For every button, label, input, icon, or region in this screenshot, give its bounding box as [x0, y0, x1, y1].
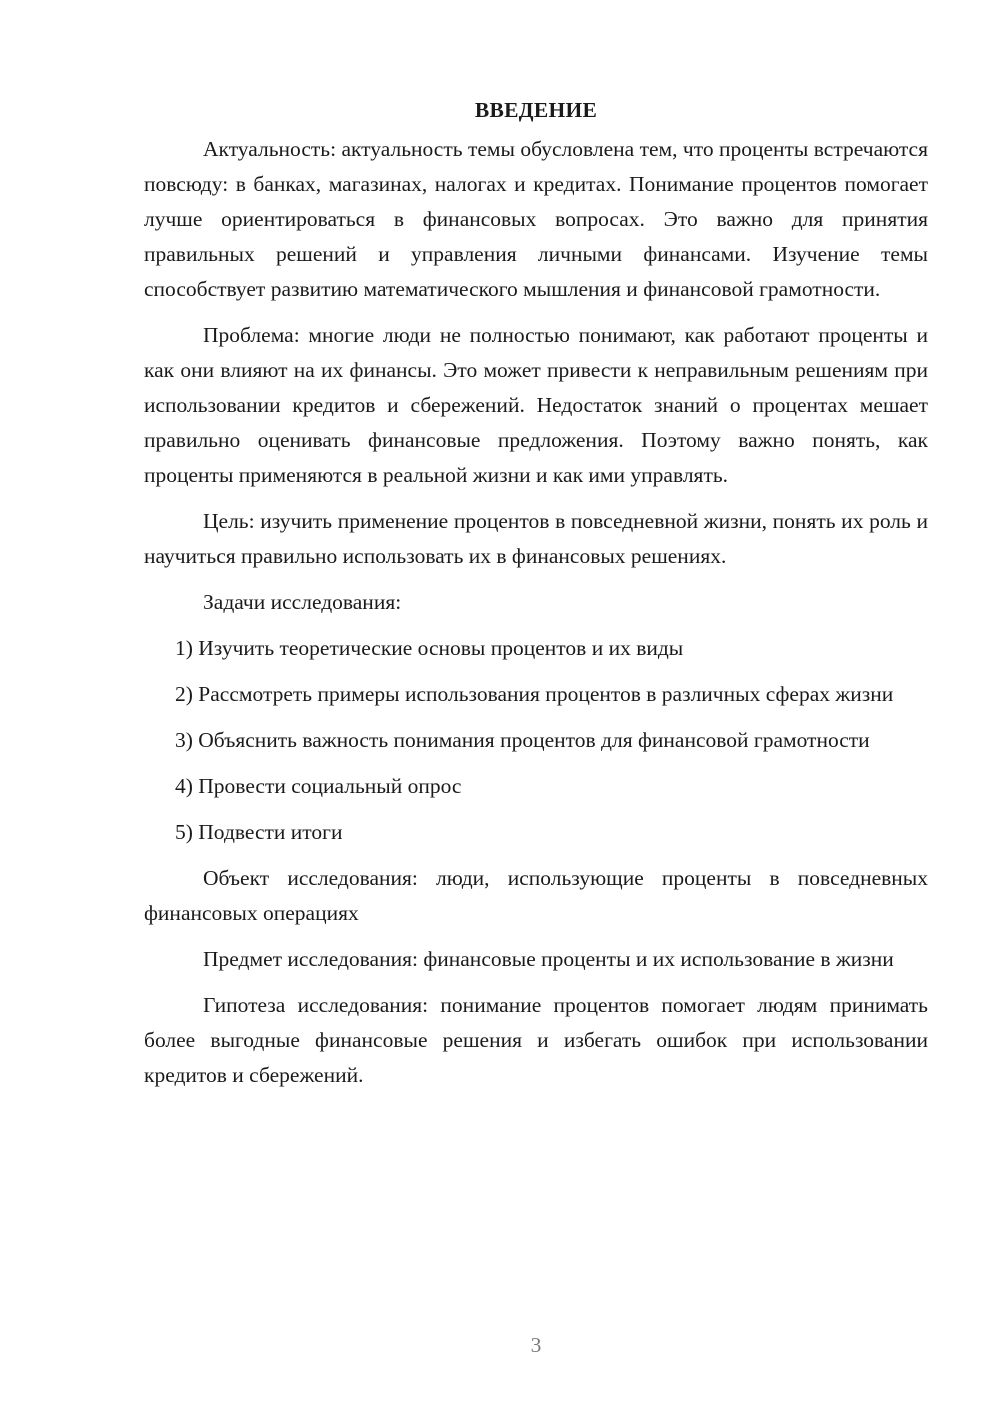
section-heading: ВВЕДЕНИЕ: [474, 98, 598, 122]
relevance-paragraph: Актуальность: актуальность темы обусловлена тем, что проценты встречаются повсюду: в банках, магазинах, налогах и кредитах. Понимание процентов помогает лучше ориентироваться в финансовых вопросах. Это важно для принятия правильных решений и управления личными финансами. Изучение темы способствует развитию математического мышления и финансовой грамотности.: [144, 137, 928, 301]
goal-paragraph: Цель: изучить применение процентов в повседневной жизни, понять их роль и научиться правильно использовать их в финансовых решениях.: [144, 509, 928, 568]
task-item: 2) Рассмотреть примеры использования процентов в различных сферах жизни: [175, 682, 894, 706]
document-body: [144, 93, 928, 1104]
page-number: 3: [530, 1333, 542, 1357]
task-item: 5) Подвести итоги: [175, 820, 343, 844]
task-item: 3) Объяснить важность понимания процентов для финансовой грамотности: [175, 728, 870, 752]
object-paragraph: Объект исследования: люди, использующие проценты в повседневных финансовых операциях: [144, 866, 928, 925]
tasks-heading: Задачи исследования:: [203, 590, 402, 614]
task-item: 1) Изучить теоретические основы процентов и их виды: [175, 636, 684, 660]
subject-paragraph: Предмет исследования: финансовые проценты и их использование в жизни: [203, 947, 894, 971]
hypothesis-paragraph: Гипотеза исследования: понимание процентов помогает людям принимать более выгодные финансовые решения и избегать ошибок при использовании кредитов и сбережений.: [144, 993, 928, 1087]
task-item: 4) Провести социальный опрос: [175, 774, 462, 798]
problem-paragraph: Проблема: многие люди не полностью понимают, как работают проценты и как они влияют на их финансы. Это может привести к неправильным решениям при использовании кредитов и сбережений. Недостаток знаний о процентах мешает правильно оценивать финансовые предложения. Поэтому важно понять, как проценты применяются в реальной жизни и как ими управлять.: [144, 323, 928, 487]
